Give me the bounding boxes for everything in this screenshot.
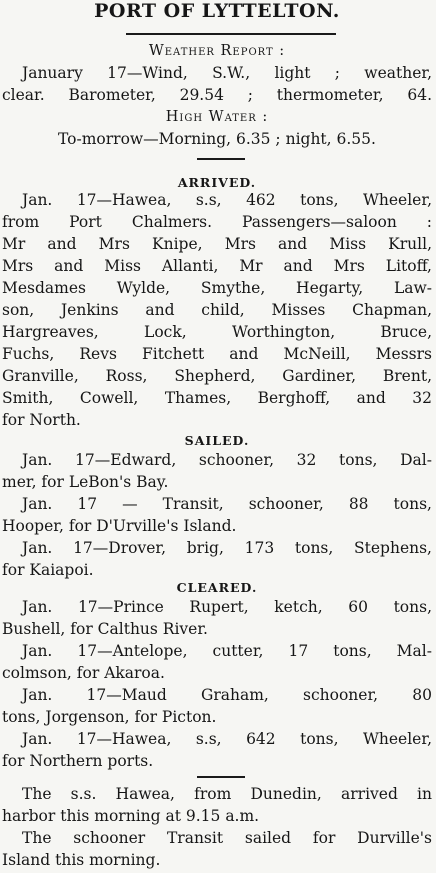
cleared-line: colmson, for Akaroa.: [2, 664, 165, 682]
column-title: PORT OF LYTTELTON.: [94, 0, 340, 22]
section-rule: [197, 158, 245, 160]
cleared-line: Jan. 17—Hawea, s.s, 642 tons, Wheeler,: [22, 730, 432, 748]
cleared-line: Jan. 17—Prince Rupert, ketch, 60 tons,: [22, 598, 432, 616]
arrived-line: Smith, Cowell, Thames, Berghoff, and 32: [2, 389, 432, 407]
sailed-line: Jan. 17—Edward, schooner, 32 tons, Dal-: [22, 451, 432, 469]
cleared-line: for Northern ports.: [2, 752, 154, 770]
arrived-line: from Port Chalmers. Passengers—saloon :: [2, 213, 432, 231]
sailed-line: for Kaiapoi.: [2, 561, 94, 579]
arrived-line: Jan. 17—Hawea, s.s, 462 tons, Wheeler,: [22, 191, 432, 209]
arrived-line: Fuchs, Revs Fitchett and McNeill, Messrs: [2, 345, 432, 363]
arrived-line: Hargreaves, Lock, Worthington, Bruce,: [2, 323, 432, 341]
weather-line: clear. Barometer, 29.54 ; thermometer, 64.: [2, 86, 432, 104]
arrived-line: Mrs and Miss Allanti, Mr and Mrs Litoff,: [2, 257, 432, 275]
arrived-heading: ARRIVED.: [177, 175, 257, 190]
sailed-line: Hooper, for D'Urville's Island.: [2, 517, 237, 535]
arrived-line: son, Jenkins and child, Misses Chapman,: [2, 301, 432, 319]
cleared-line: tons, Jorgenson, for Picton.: [2, 708, 217, 726]
sailed-line: Jan. 17—Drover, brig, 173 tons, Stephens,: [22, 539, 432, 557]
high-water-heading: High Water :: [165, 109, 269, 125]
arrived-line: Granville, Ross, Shepherd, Gardiner, Brent,: [2, 367, 432, 385]
cleared-heading: CLEARED.: [176, 580, 258, 595]
note-line: The s.s. Hawea, from Dunedin, arrived in: [22, 785, 432, 803]
cleared-line: Jan. 17—Antelope, cutter, 17 tons, Mal-: [22, 642, 432, 660]
sailed-line: Jan. 17 — Transit, schooner, 88 tons,: [22, 495, 432, 513]
section-rule: [197, 776, 245, 778]
cleared-line: Bushell, for Calthus River.: [2, 620, 208, 638]
arrived-line: Mesdames Wylde, Smythe, Hegarty, Law-: [2, 279, 432, 297]
title-rule: [126, 33, 336, 35]
note-line: The schooner Transit sailed for Durville's: [22, 829, 432, 847]
weather-report-heading: Weather Report :: [148, 43, 286, 59]
cleared-line: Jan. 17—Maud Graham, schooner, 80: [22, 686, 432, 704]
weather-line: January 17—Wind, S.W., light ; weather,: [22, 64, 432, 82]
high-water-line: To-morrow—Morning, 6.35 ; night, 6.55.: [58, 130, 376, 148]
note-line: Island this morning.: [2, 851, 161, 869]
note-line: harbor this morning at 9.15 a.m.: [2, 807, 260, 825]
sailed-heading: SAILED.: [184, 433, 250, 448]
sailed-line: mer, for LeBon's Bay.: [2, 473, 169, 491]
arrived-line: Mr and Mrs Knipe, Mrs and Miss Krull,: [2, 235, 432, 253]
arrived-line: for North.: [2, 411, 81, 429]
